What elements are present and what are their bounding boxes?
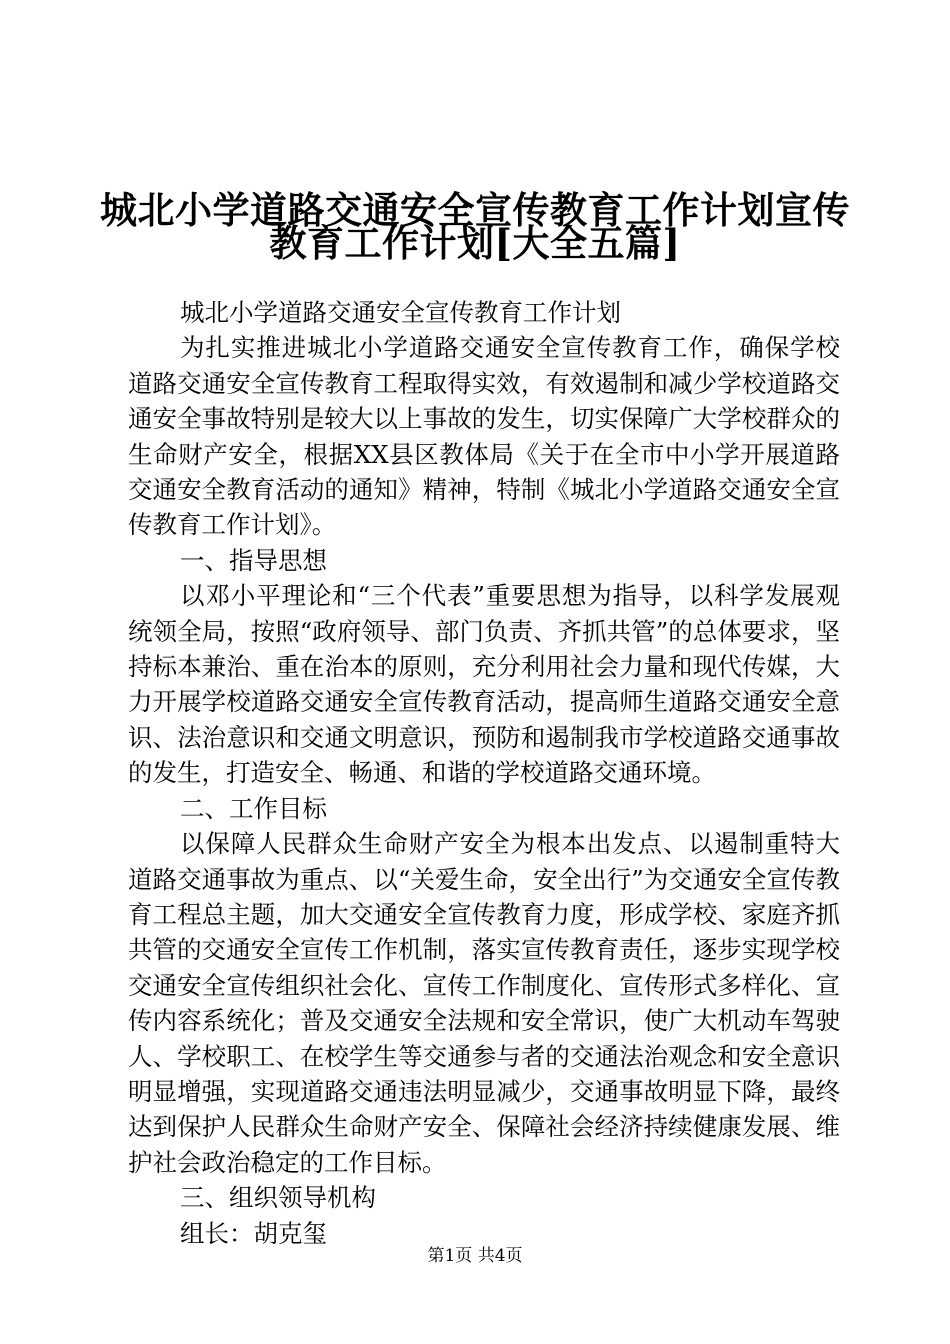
paragraph-guiding-thought: 以邓小平理论和“三个代表”重要思想为指导，以科学发展观统领全局，按照“政府领导、部门负责、齐抓共管”的总体要求，坚持标本兼治、重在治本的原则，充分利用社会力量和现代传媒，大力开展学校道路交通安全宣传教育活动，提高师生道路交通安全意识、法治意识和交通文明意识，预防和遏制我市学校道路交通事故的发生，打造安全、畅通、和谐的学校道路交通环境。 [128,581,840,788]
paragraph-group-leader: 组长：胡克玺 [180,1218,327,1248]
document-body [128,295,840,1251]
section-heading-work-goals: 二、工作目标 [180,793,327,823]
page-footer: 第1页 共4页 [427,1246,523,1266]
paragraph-intro: 为扎实推进城北小学道路交通安全宣传教育工作，确保学校道路交通安全宣传教育工程取得实效，有效遏制和减少学校道路交通安全事故特别是较大以上事故的发生，切实保障广大学校群众的生命财产安全，根据XX县区教体局《关于在全市中小学开展道路交通安全教育活动的通知》精神，特制《城北小学道路交通安全宣传教育工作计划》。 [128,333,840,540]
section-heading-guiding-thought: 一、指导思想 [180,545,327,575]
section-heading-leadership: 三、组织领导机构 [180,1183,376,1213]
paragraph-work-goals: 以保障人民群众生命财产安全为根本出发点、以遏制重特大道路交通事故为重点、以“关爱生命，安全出行”为交通安全宣传教育工程总主题，加大交通安全宣传教育力度，形成学校、家庭齐抓共管的交通安全宣传工作机制，落实宣传教育责任，逐步实现学校交通安全宣传组织社会化、宣传工作制度化、宣传形式多样化、宣传内容系统化；普及交通安全法规和安全常识，使广大机动车驾驶人、学校职工、在校学生等交通参与者的交通法治观念和安全意识明显增强，实现道路交通违法明显减少，交通事故明显下降，最终达到保护人民群众生命财产安全、保障社会经济持续健康发展、维护社会政治稳定的工作目标。 [128,829,840,1177]
document-title-line-1: 城北小学道路交通安全宣传教育工作计划宣传 [100,188,850,232]
paragraph-subtitle: 城北小学道路交通安全宣传教育工作计划 [180,298,621,327]
document-title-line-2: 教育工作计划[大全五篇] [269,221,681,265]
